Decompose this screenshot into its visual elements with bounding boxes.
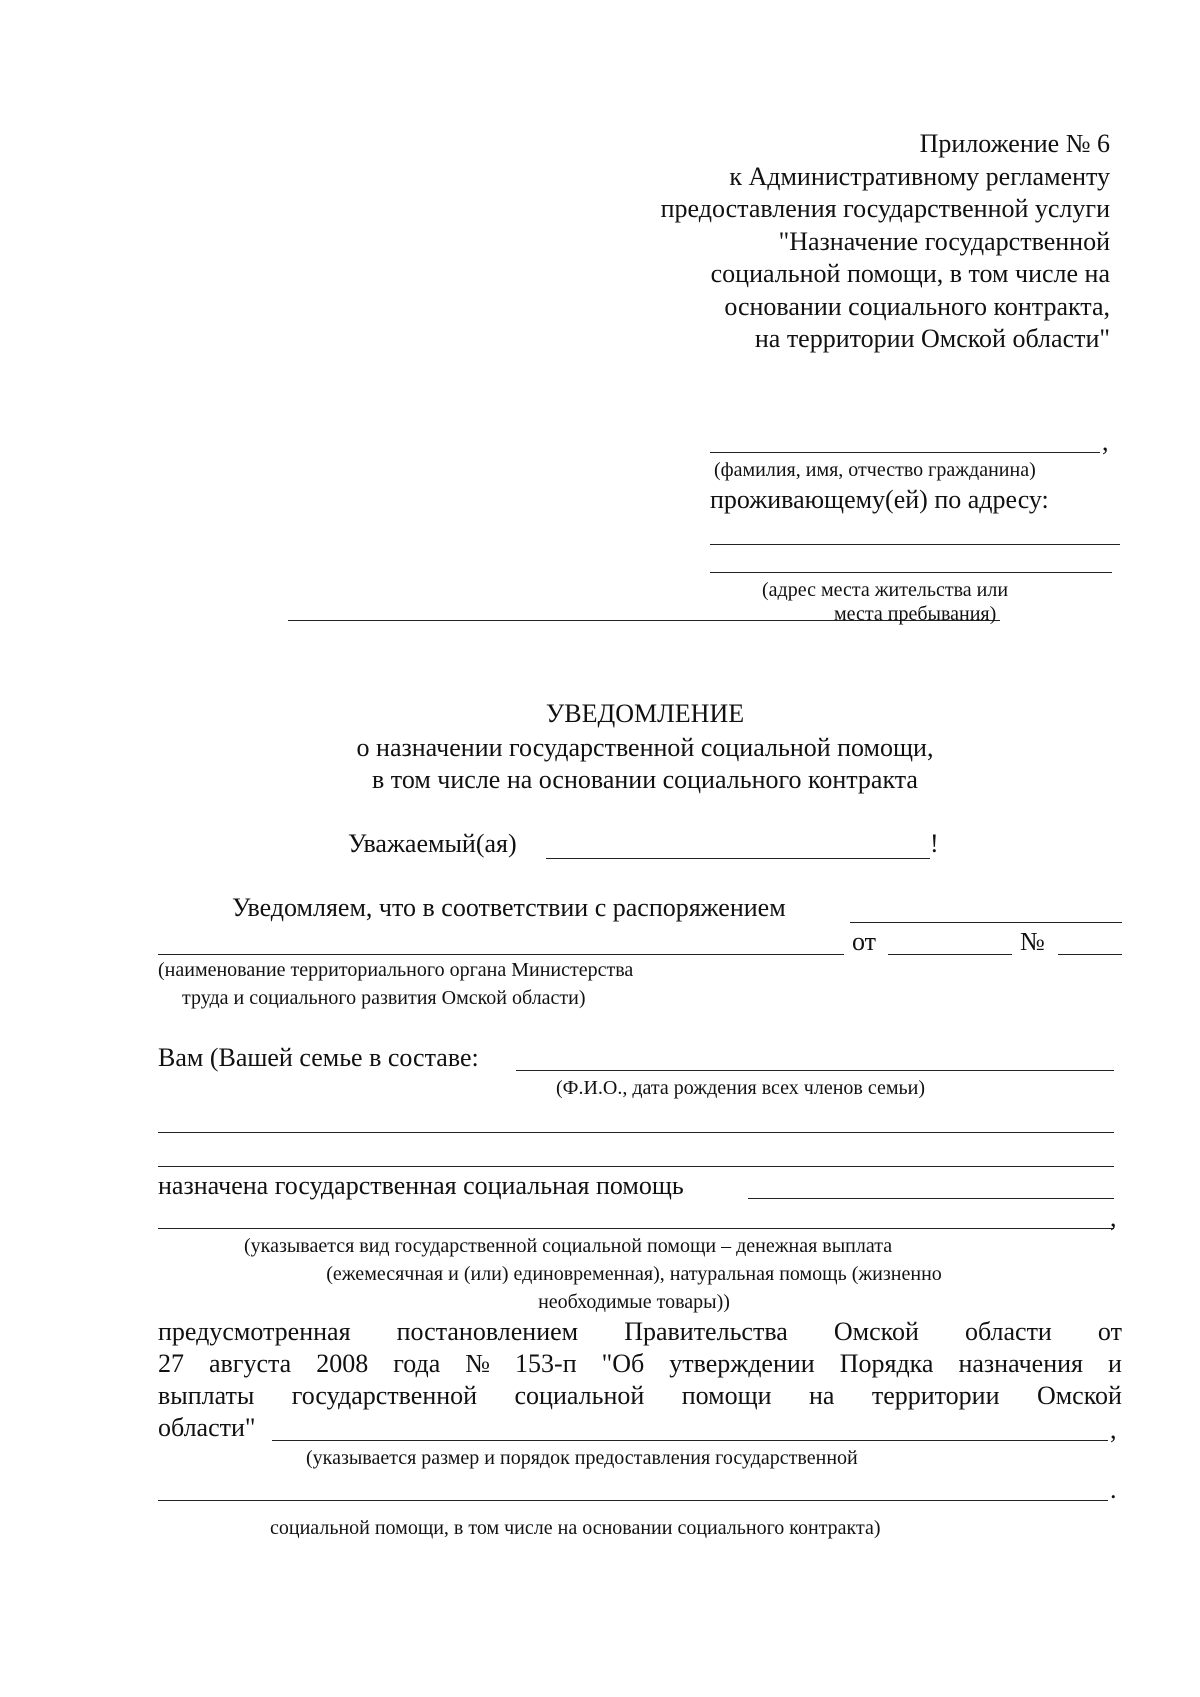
recipient-address-line-1	[710, 544, 1120, 545]
document-subtitle-2: в том числе на основании социального контракта	[372, 765, 918, 794]
greeting-prefix: Уважаемый(ая)	[348, 829, 517, 858]
decree-word: предусмотренная	[158, 1317, 351, 1346]
decree-paragraph-line-4: области"	[158, 1413, 256, 1442]
decree-word: Омской	[833, 1317, 919, 1346]
recipient-name-line	[710, 452, 1100, 453]
recipient-name-caption: (фамилия, имя, отчество гражданина)	[714, 459, 1036, 481]
decree-from-label: от	[852, 927, 877, 956]
document-subtitle-1: о назначении государственной социальной помощи,	[356, 733, 934, 762]
document-title: УВЕДОМЛЕНИЕ	[545, 699, 745, 728]
appendix-header	[661, 128, 1110, 356]
decree-word: утверждении	[669, 1349, 815, 1378]
decree-word: Правительства	[624, 1317, 788, 1346]
type-caption-2: (ежемесячная и (или) единовременная), натуральная помощь (жизненно	[326, 1263, 942, 1285]
decree-word: №	[465, 1349, 491, 1378]
greeting-name-line	[546, 858, 930, 859]
decree-word: Порядка	[839, 1349, 934, 1378]
decree-paragraph-line-2	[158, 1348, 1122, 1380]
size-line-2	[158, 1500, 1108, 1501]
decree-word: постановлением	[396, 1317, 579, 1346]
assigned-line-1	[748, 1198, 1114, 1199]
decree-word: августа	[208, 1349, 292, 1378]
greeting-suffix: !	[930, 829, 939, 858]
header-line: предоставления государственной услуги	[660, 194, 1110, 223]
type-caption-3: необходимые товары))	[538, 1291, 730, 1313]
decree-word: и	[1107, 1349, 1122, 1378]
decree-size-line	[272, 1440, 1108, 1441]
decree-word: области	[964, 1317, 1052, 1346]
size-period: .	[1110, 1475, 1117, 1504]
decree-number-line	[1058, 954, 1122, 955]
decree-word: 27	[158, 1349, 184, 1378]
family-line-1	[516, 1070, 1114, 1071]
recipient-address-caption-1: (адрес места жительства или	[762, 579, 1009, 601]
decree-paragraph-line-3	[158, 1380, 1122, 1412]
decree-word: 153-п	[515, 1349, 577, 1378]
header-line: Приложение № 6	[919, 129, 1110, 158]
assigned-comma: ,	[1110, 1203, 1117, 1232]
header-line: на территории Омской области"	[754, 324, 1110, 353]
header-line: "Назначение государственной	[778, 226, 1110, 256]
organ-caption-1: (наименование территориального органа Министерства	[158, 959, 634, 981]
decree-word: выплаты	[158, 1381, 255, 1410]
recipient-address-line-2	[710, 572, 1112, 573]
decree-word: 2008	[316, 1349, 369, 1378]
decree-word: на	[808, 1381, 835, 1410]
size-caption-1: (указывается размер и порядок предоставления государственной	[306, 1447, 858, 1469]
family-line-3	[158, 1166, 1114, 1167]
recipient-address-caption-2: места пребывания)	[834, 603, 997, 625]
header-line: социальной помощи, в том числе на	[710, 259, 1110, 288]
decree-paragraph-line-1	[158, 1316, 1122, 1348]
decree-word: назначения	[958, 1349, 1083, 1378]
recipient-address-label: проживающему(ей) по адресу:	[710, 485, 1049, 514]
family-line-2	[158, 1132, 1114, 1133]
decree-word: Омской	[1036, 1381, 1122, 1410]
decree-word: социальной	[514, 1381, 645, 1410]
size-caption-2: социальной помощи, в том числе на основании социального контракта)	[270, 1517, 881, 1539]
decree-word: территории	[871, 1381, 1000, 1410]
header-line: к Административному регламенту	[729, 161, 1110, 191]
decree-organ-line-2	[158, 954, 844, 955]
family-caption: (Ф.И.О., дата рождения всех членов семьи)	[556, 1077, 925, 1099]
assigned-line-2	[158, 1228, 1114, 1229]
header-line: основании социального контракта,	[724, 291, 1110, 321]
decree-word: года	[393, 1349, 441, 1378]
notify-text: Уведомляем, что в соответствии с распоряжением	[232, 893, 786, 922]
assigned-label: назначена государственная социальная помощь	[158, 1171, 684, 1200]
decree-date-line	[888, 954, 1012, 955]
decree-word: помощи	[681, 1381, 772, 1410]
type-caption-1: (указывается вид государственной социальной помощи – денежная выплата	[244, 1235, 893, 1257]
decree-word: "Об	[601, 1349, 645, 1378]
decree-organ-line-1	[850, 922, 1122, 923]
decree-word: от	[1097, 1317, 1122, 1346]
recipient-name-comma: ,	[1102, 427, 1109, 456]
decree-number-label: №	[1020, 927, 1045, 956]
decree-word: государственной	[291, 1381, 478, 1410]
family-label: Вам (Вашей семье в составе:	[158, 1043, 479, 1072]
decree-comma: ,	[1110, 1415, 1117, 1444]
organ-caption-2: труда и социального развития Омской области)	[182, 987, 586, 1009]
